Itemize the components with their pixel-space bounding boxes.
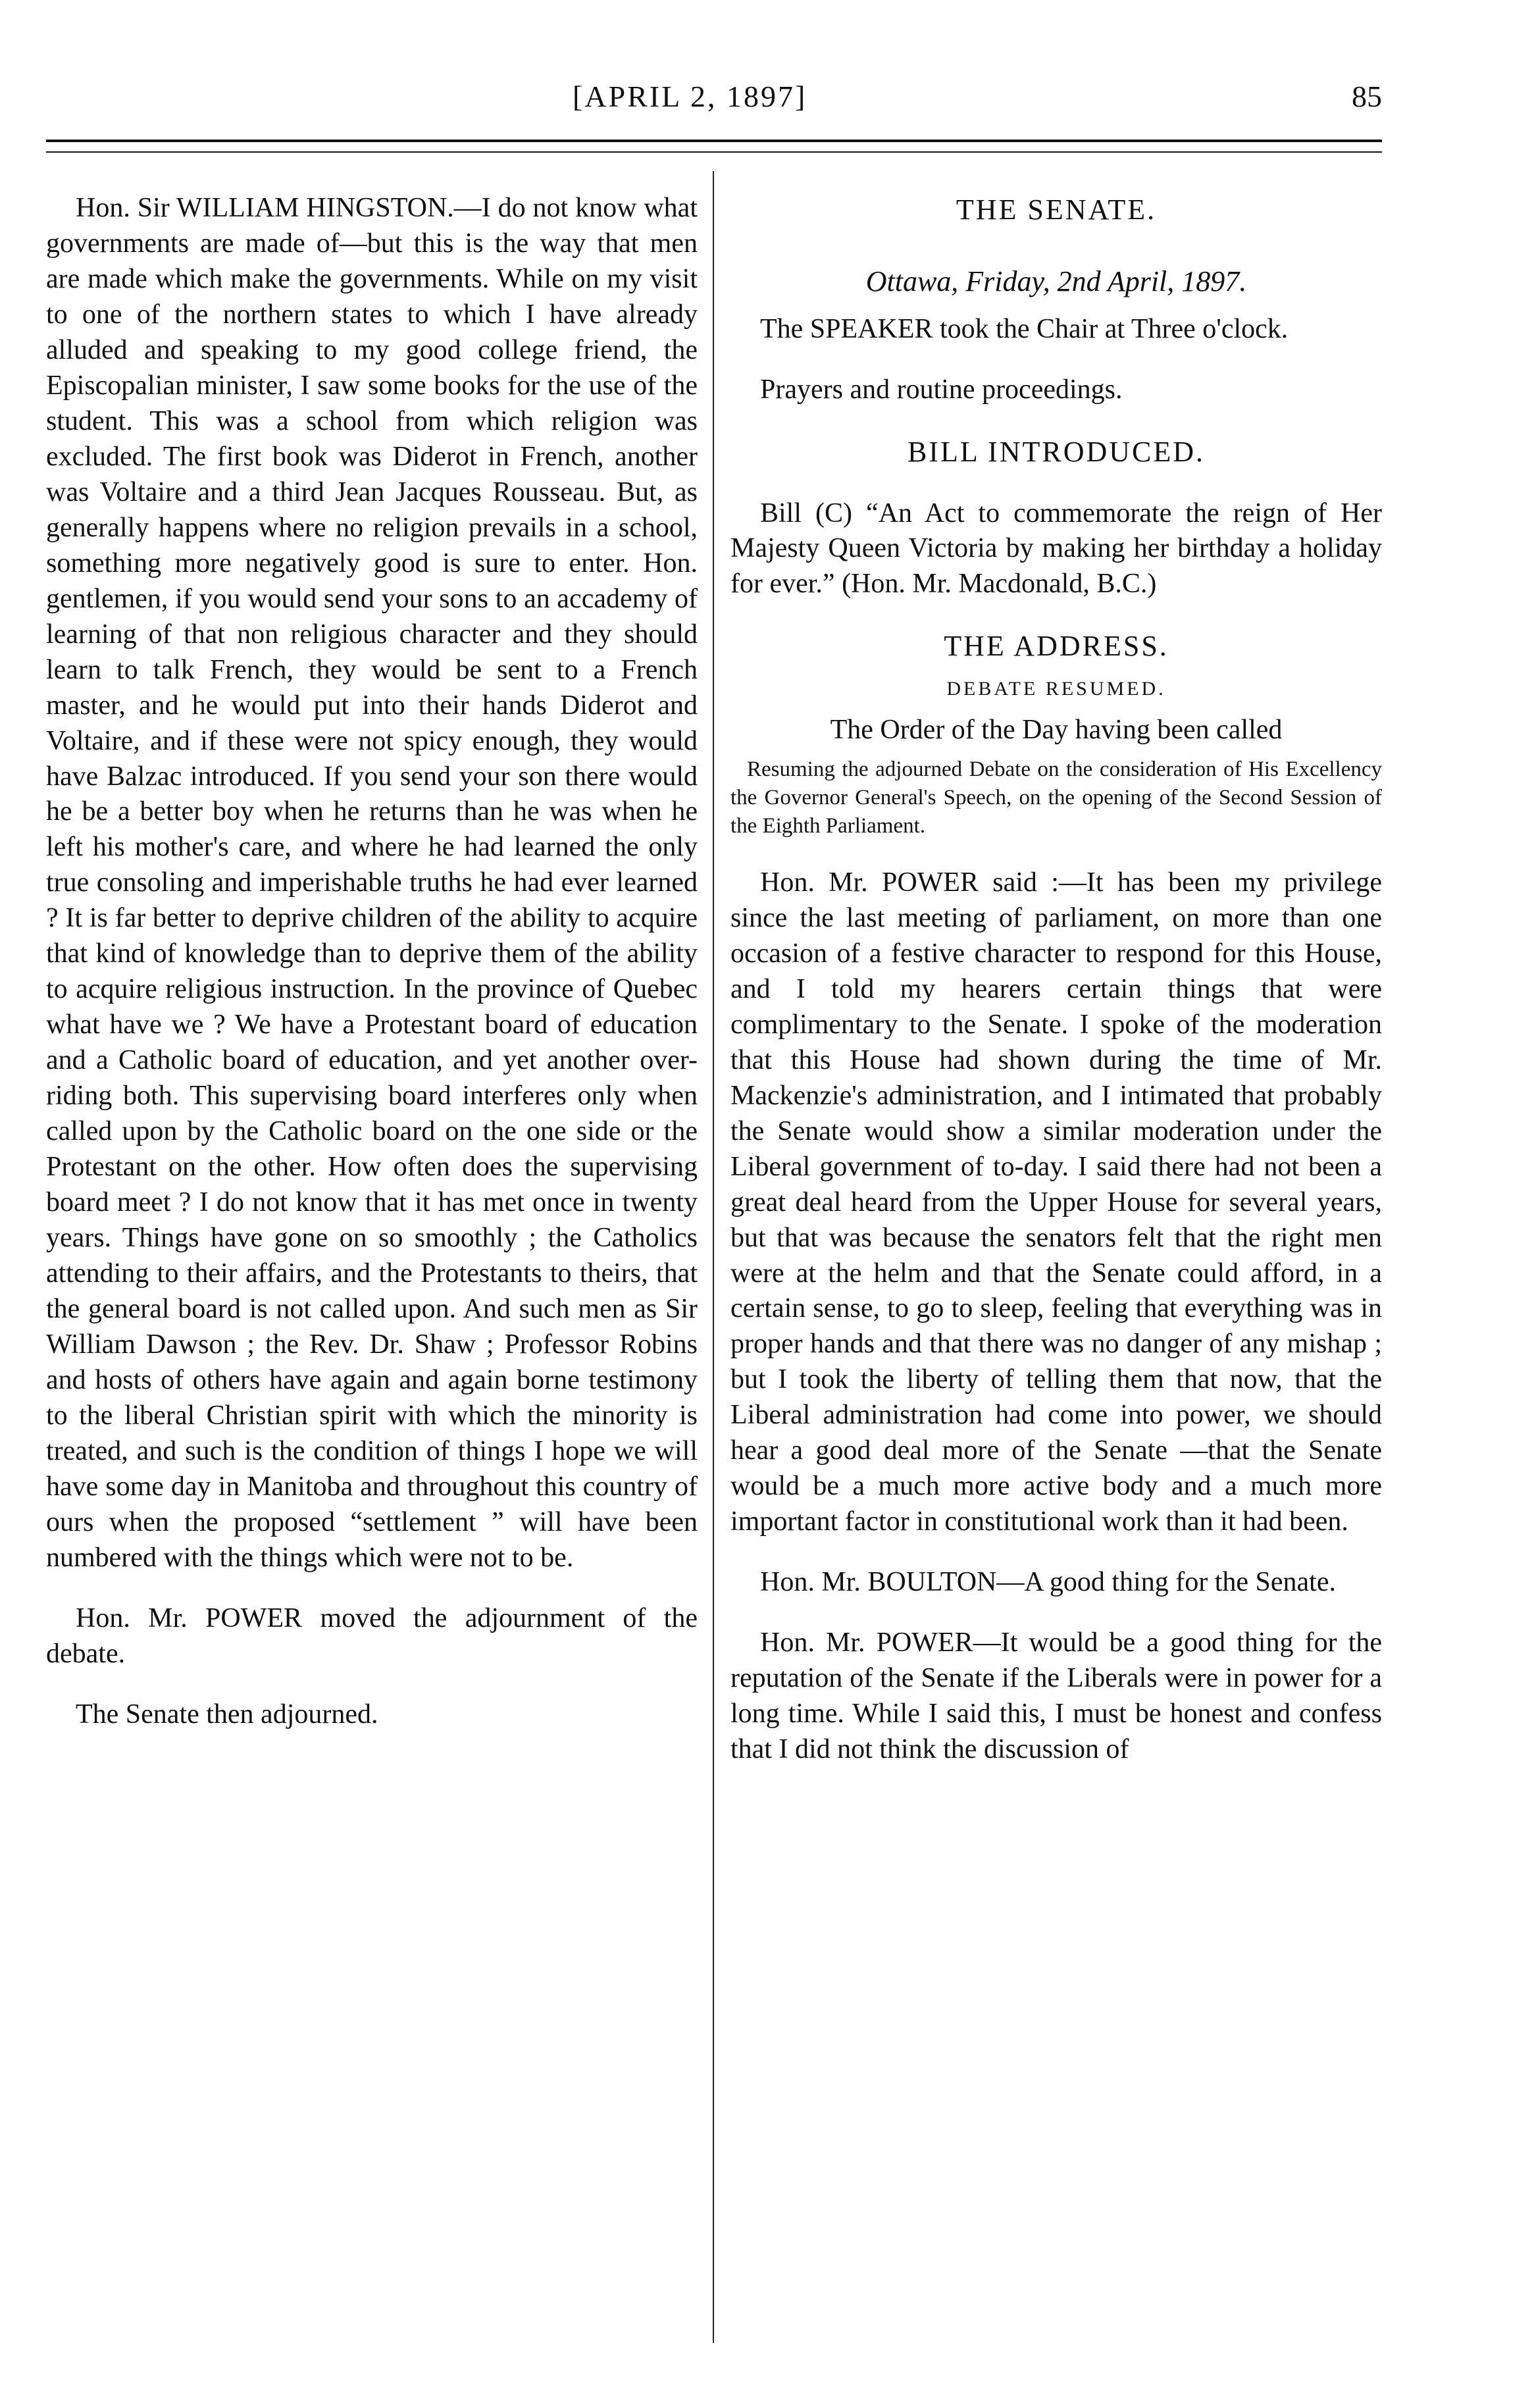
- power-speech-2: Hon. Mr. POWER—It would be a good thing for the reputation of the Senate if the Liberals were in power for a long time. While I said this, I must be honest and confess that I did not think the discussion of: [730, 1627, 1382, 1765]
- header-date: [APRIL 2, 1897]: [573, 80, 807, 113]
- header-rule-thick: [46, 140, 1382, 142]
- senate-adjourned: The Senate then adjourned.: [76, 1699, 378, 1729]
- order-of-day: The Order of the Day having been called: [830, 714, 1283, 745]
- debate-resumed-heading: DEBATE RESUMED.: [946, 677, 1166, 700]
- speaker-chair: The SPEAKER took the Chair at Three o'clock.: [760, 314, 1289, 345]
- dateline: Ottawa, Friday, 2nd April, 1897.: [865, 265, 1247, 298]
- left-column: [46, 191, 698, 2330]
- power-speech-1: Hon. Mr. POWER said :—It has been my privilege since the last meeting of parliament, on more than one occasion of a festive character to respond for this House, and I told my hearers certain things that were complimentary to the Senate. I spoke of the moderation that this House had shown during the time of Mr. Mackenzie's administration, and I intimated that probably the Senate would show a similar moderation under the Liberal government of to-day. I said there had not been a great deal heard from the Upper House for several years, but that was because the senators felt that the right men were at the helm and that the Senate could afford, in a certain sense, to go to sleep, feeling that everything was in proper hands and that there was no danger of any mishap ; but I took the liberty of telling them that now, that the Liberal administration had come into power, we should hear a good deal more of the Senate —that the Senate would be a much more active body and a much more important factor in constitutional work than it had been.: [730, 867, 1382, 1537]
- bill-introduced-heading: BILL INTRODUCED.: [907, 436, 1206, 469]
- column-divider: [713, 171, 714, 2343]
- right-column: [730, 191, 1382, 2330]
- hingston-speech: Hon. Sir WILLIAM HINGSTON.—I do not know what governments are made of—but this is the way that men are made which make the governments. While on my visit to one of the northern states to which I have already alluded and speaking to my good college friend, the Episcopalian minister, I saw some books for the use of the student. This was a school from which religion was excluded. The first book was Diderot in French, another was Voltaire and a third Jean Jacques Rousseau. But, as generally happens where no religion prevails in a school, something more negatively good is sure to enter. Hon. gentlemen, if you would send your sons to an accademy of learning of that non religious character and they should learn to talk French, they would be sent to a French master, and he would put into their hands Diderot and Voltaire, and if these were not spicy enough, they would have Balzac introduced. If you send your son there would he be a better boy when he returns than he was when he left his mother's care, and where he had learned the only true consoling and imperishable truths he had ever learned ? It is far better to deprive children of the ability to acquire that kind of knowledge than to deprive them of the ability to acquire religious instruction. In the province of Quebec what have we ? We have a Protestant board of education and a Catholic board of education, and yet another over-riding both. This supervising board interferes only when called upon by the Catholic board on the one side or the Protestant on the other. How often does the supervising board meet ? I do not know that it has met once in twenty years. Things have gone on so smoothly ; the Catholics attending to their affairs, and the Protestants to theirs, that the general board is not called upon. And such men as Sir William Dawson ; the Rev. Dr. Shaw ; Professor Robins and hosts of others have again and again borne testimony to the liberal Christian spirit with which the minority is treated, and such is the condition of things I hope we will have some day in Manitoba and throughout this country of ours when the proposed “settlement ” will have been numbered with the things which were not to be.: [46, 193, 698, 1573]
- resuming-debate-motion: Resuming the adjourned Debate on the consideration of His Excellency the Governor General's Speech, on the opening of the Second Session of the Eighth Parliament.: [730, 757, 1382, 838]
- boulton-remark: Hon. Mr. BOULTON—A good thing for the Senate.: [760, 1567, 1336, 1598]
- power-motion: Hon. Mr. POWER moved the adjournment of the debate.: [46, 1602, 698, 1669]
- page-header: [46, 79, 1382, 132]
- address-heading: THE ADDRESS.: [944, 630, 1169, 663]
- prayers: Prayers and routine proceedings.: [760, 374, 1123, 405]
- header-rule-thin: [46, 151, 1382, 153]
- bill-c-text: Bill (C) “An Act to commemorate the reign of Her Majesty Queen Victoria by making her birthday a holiday for ever.” (Hon. Mr. Macdonald, B.C.): [730, 498, 1382, 600]
- page-number: 85: [1352, 80, 1382, 113]
- senate-heading: THE SENATE.: [956, 193, 1157, 226]
